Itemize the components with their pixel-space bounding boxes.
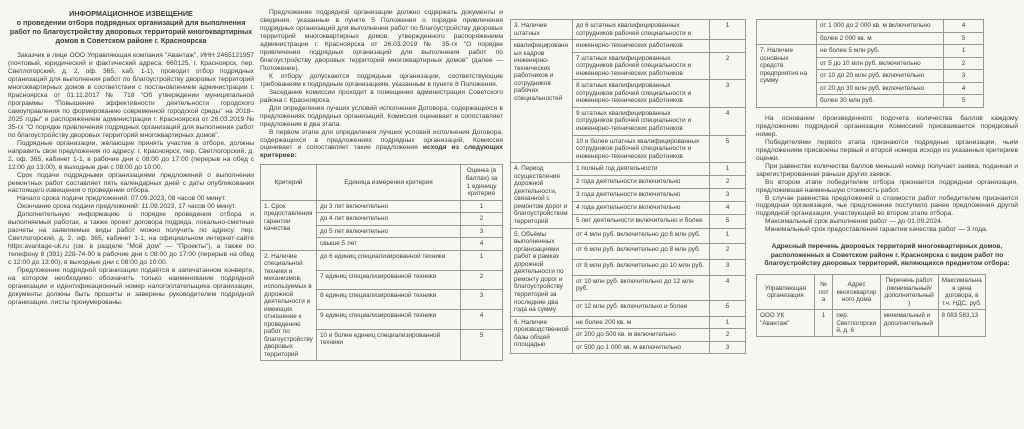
- score-cell: 2: [461, 213, 503, 226]
- paragraph: Максимальный срок выполнения работ — до 01.09.2024.: [765, 218, 943, 226]
- unit-cell: до 3 лет включительно: [317, 200, 461, 213]
- paragraph: Начало срока подачи предложений: 07.09.2023, 08 часов 00 минут.: [17, 195, 226, 203]
- unit-cell: 8 единиц специализированной техники: [317, 290, 461, 310]
- unit-cell: от 10 до 20 млн руб. включительно: [817, 70, 944, 83]
- table-header-row: [757, 275, 986, 310]
- score-cell: 3: [944, 70, 984, 83]
- score-cell: 2: [461, 270, 503, 290]
- score-cell: 3: [461, 290, 503, 310]
- unit-cell: не более 200 кв. м: [573, 316, 710, 329]
- header-criterion: Критерий: [261, 165, 317, 200]
- criterion-cell: квалифицированных кадров инженерно-технических работников и сотрудников рабочих специальностей: [511, 40, 573, 163]
- paragraph: Подрядные организации, желающие принять участие в отборе, должны направить свои предложения по адресу: г. Красноярск, пер. Светлогорский, д. 2, оф. 365, кабинет 1-1, в рабочие дни с 08:00 до 17:00 (перерыв на обед с 12:00 до 13:00), в выходные дни с 08:00 до 10:00.: [8, 139, 254, 171]
- header-score: Оценка (в баллах) за 1 единицу критерия: [461, 165, 503, 200]
- unit-cell: 8 штатных квалифицированных сотрудников рабочей специальности и инженерно-технических работников: [573, 80, 710, 108]
- table-row: [511, 40, 746, 53]
- unit-cell: не более 5 млн руб.: [817, 45, 944, 58]
- criteria-table-part1: [260, 164, 503, 361]
- address-cell: пер. Светлогорский, д. 6: [833, 310, 880, 337]
- score-cell: 3: [710, 259, 746, 275]
- table-header-row: [261, 165, 503, 200]
- paragraph: Победителями первого этапа признаются подрядные организации, чьим предложениям присвоены первый и второй номера исходя из указанных критериев оценки.: [756, 138, 1018, 162]
- unit-cell: свыше 5 лет: [317, 238, 461, 251]
- criterion-cell: 2. Наличие специальной техники и механизмов, используемых в дорожной деятельности и имеющих отношение к проведению работ по благоустройству дворовых территорий: [261, 250, 317, 361]
- paragraph: Дополнительную информацию о порядке проведения отбора и выполняемых работах, а также проект договора подряда, локально-сметные расчеты на заявляемые виды работ можно получить по адресу: пер. Светлогорский, д. 2, оф. 365, кабинет 1-1, на официальном интернет-сайте https:avantage-uk.ru (см. в разделе "Мой дом" — "Проекты"), а также по телефону 8 (391) 228-74-90 в рабочие дни с 08:00 до 17:00 (перерыв на обед с 12:00 до 13:00), в выходные дни с 08:00 до 10:00.: [8, 211, 254, 267]
- closing-text: [756, 115, 1018, 235]
- unit-cell: 7 единиц специализированной техники: [317, 270, 461, 290]
- score-cell: 4: [944, 82, 984, 95]
- unit-cell: инженерно-технических работников: [573, 40, 710, 53]
- header-works-list: Перечень работ (минимальный/ дополнительный): [880, 275, 938, 310]
- table-row: [261, 200, 503, 213]
- score-cell: 4: [461, 310, 503, 330]
- column-4: [756, 9, 1018, 337]
- score-cell: 4: [461, 238, 503, 251]
- unit-cell: 3 года деятельности включительно: [573, 189, 710, 202]
- score-cell: 5: [710, 300, 746, 316]
- paragraph: Срок подачи подрядными организациями предложений о выполнении ремонтных работ составляет пять календарных дней с даты опубликования настоящего извещения о проведении отбора.: [8, 171, 254, 195]
- max-price-cell: 8 083 583,13: [938, 310, 985, 337]
- unit-cell: до 4 лет включительно: [317, 213, 461, 226]
- criterion-cell: 7. Наличие основных средств предприятия на сумму: [757, 45, 817, 108]
- unit-cell: от 10 млн руб. включительно до 12 млн руб.: [573, 275, 710, 300]
- paragraph: Предложение подрядной организации должно содержать документы и сведения, указанные в пункте 5 Положения о порядке привлечения подрядных организаций для выполнения работ по благоустройству дворовых территорий многоквартирных домов, утвержденного распоряжением администрации г. Красноярска от 26.03.2019 № 35-гх "О порядке привлечения подрядных организаций для выполнения работ по благоустройству дворовых территорий многоквартирных домов" (далее — Положение).: [260, 9, 503, 72]
- score-cell: 5: [944, 95, 984, 108]
- address-table: [756, 274, 986, 337]
- header-lot-number: № лота: [814, 275, 833, 310]
- score-cell: 1: [710, 20, 746, 40]
- score-cell: 2: [710, 176, 746, 189]
- table-row: [511, 20, 746, 40]
- unit-cell: от 200 до 500 кв. м включительно: [573, 329, 710, 342]
- score-cell: 1: [710, 163, 746, 176]
- column-1: [8, 9, 254, 307]
- unit-cell: от 1 000 до 2 000 кв. м включительно: [817, 20, 944, 33]
- unit-cell: от 20 до 30 млн руб. включительно: [817, 82, 944, 95]
- unit-cell: от 500 до 1 000 кв. м включительно: [573, 341, 710, 354]
- paragraph: Для определения лучших условий исполнения Договора, содержащихся в предложениях подрядных организаций, Комиссия оценивает и сопоставляет предложения в два этапа.: [260, 104, 503, 128]
- paragraph: В случае равенства предложений о стоимости работ победителем признается подрядная организация, чье предложение поступило ранее предложения другой подрядной организации, участвующей во втором этапе отбора.: [756, 194, 1018, 218]
- header-unit: Единица измерения критерия: [317, 165, 461, 200]
- unit-cell: 5 лет деятельности включительно и более: [573, 215, 710, 228]
- score-cell: 5: [710, 135, 746, 163]
- header-address: Адрес многоквартирного дома: [833, 275, 880, 310]
- unit-cell: 4 года деятельности включительно: [573, 202, 710, 215]
- score-cell: 3: [710, 189, 746, 202]
- score-cell: 3: [461, 225, 503, 238]
- criterion-cell: 6. Наличие производственной базы общей площадью: [511, 316, 573, 354]
- unit-cell: более 2 000 кв. м: [817, 32, 944, 45]
- unit-cell: 1 полный год деятельности: [573, 163, 710, 176]
- score-cell: 2: [710, 329, 746, 342]
- score-cell: 5: [461, 329, 503, 361]
- doc-subtitle: о проведении отбора подрядных организаций для выполнения работ по благоустройству дворовых территорий многоквартирных домов в Советском районе г. Красноярска: [9, 18, 253, 45]
- paragraph: Заседание комиссии проходит в помещении администрации Советского района г. Красноярска.: [260, 88, 503, 104]
- paragraph: Предложение подрядной организации подаётся в запечатанном конверте, на котором необходимо обозначить только наименование подрядной организации и идентификационный номер налогоплательщика организации, документы должны быть прошиты и заверены руководителем подрядной организации, листы пронумерованы.: [8, 267, 254, 307]
- score-cell: 5: [944, 32, 984, 45]
- unit-cell: 10 и более единиц специализированной техники: [317, 329, 461, 361]
- unit-cell: до 5 лет включительно: [317, 225, 461, 238]
- score-cell: 1: [710, 316, 746, 329]
- score-cell: 2: [944, 57, 984, 70]
- score-cell: 4: [944, 20, 984, 33]
- score-cell: [710, 40, 746, 53]
- managing-org-cell: ООО УК "Авантаж": [757, 310, 815, 337]
- column-3: [510, 9, 746, 354]
- paragraph: Окончание срока подачи предложений: 11.09.2023, 17 часов 00 минут.: [17, 203, 237, 211]
- unit-cell: 2 года деятельности включительно: [573, 176, 710, 189]
- header-managing-org: Управляющая организация: [757, 275, 815, 310]
- score-cell: 5: [710, 215, 746, 228]
- unit-cell: 7 штатных квалифицированных сотрудников рабочей специальности и инженерно-технических работников: [573, 52, 710, 80]
- paragraph: Минимальный срок предоставления гарантии качества работ — 3 года.: [765, 226, 988, 234]
- unit-cell: от 12 млн руб. включительно и более: [573, 300, 710, 316]
- paragraph: На основании произведенного подсчета количества баллов каждому предложению подрядной организации Комиссией присваивается порядковый номер.: [756, 114, 1018, 138]
- unit-cell: от 6 млн руб. включительно до 8 млн руб.: [573, 244, 710, 260]
- criterion-cell: 3. Наличие штатных: [511, 20, 573, 40]
- unit-cell: до 6 штатных квалифицированных сотрудников рабочей специальности и: [573, 20, 710, 40]
- paragraph-emphasis: исходя из следующих критериев:: [260, 144, 504, 160]
- score-cell: 4: [710, 107, 746, 135]
- criterion-cell: 4. Период осуществления дорожной деятельности, связанной с ремонтом дорог и благоустройством территорий: [511, 163, 573, 228]
- table-row: [757, 20, 984, 33]
- table-row: [261, 250, 503, 270]
- score-cell: 1: [461, 250, 503, 270]
- table-row: [511, 228, 746, 244]
- score-cell: 2: [710, 244, 746, 260]
- score-cell: 1: [944, 45, 984, 58]
- score-cell: 3: [710, 341, 746, 354]
- unit-cell: 9 штатных квалифицированных сотрудников рабочей специальности и инженерно-технических работников: [573, 107, 710, 135]
- paragraph: [260, 129, 503, 161]
- unit-cell: 10 и более штатных квалифицированных сотрудников рабочей специальности и инженерно-технических работников: [573, 135, 710, 163]
- score-cell: 1: [461, 200, 503, 213]
- table-row: [757, 310, 986, 337]
- table-row: [757, 45, 984, 58]
- paragraph: При равенстве количества баллов меньший номер получает заявка, поданная и зарегистрированная раньше других заявок.: [756, 162, 1018, 178]
- address-list-heading: Адресный перечень дворовых территорий многоквартирных домов, расположенных в Советском районе г. Красноярска с видом работ по благоустройству дворовых территорий, являющихся предметом отбора:: [764, 243, 1010, 268]
- table-row: [511, 316, 746, 329]
- lot-number-cell: 1: [814, 310, 833, 337]
- unit-cell: до 6 единиц специализированной техники: [317, 250, 461, 270]
- criterion-cell: 5. Объёмы выполненных организациями работ в рамках дорожной деятельности по ремонту дорог и благоустройству территорий за последние два года на сумму: [511, 228, 573, 316]
- unit-cell: от 8 млн руб. включительно до 10 млн руб.: [573, 259, 710, 275]
- unit-cell: от 5 до 10 млн руб. включительно: [817, 57, 944, 70]
- score-cell: 1: [710, 228, 746, 244]
- paragraph-text: В первом этапе для определения лучших условий исполнения Договора, содержащихся в предложениях подрядных организаций, Комиссия оценивает и сопоставляет такие предложения: [260, 128, 503, 152]
- paragraph: Заказчик в лице ООО Управляющая компания "Авантаж", ИНН 2465121957 (почтовый, юридический и фактический адреса: 660125, г. Красноярск, пер. Светлогорский, д. 2, оф. 365, каб. 1-1), проводит отбор подрядных организаций для выполнения работ по благоустройству дворовых территорий многоквартирных домов в соответствии с постановлением администрации г. Красноярска от 01.11.2017 № 718 "Об утверждении муниципальной программы "Повышение эффективности деятельности городского самоуправления по формированию современной городской среды" на 2018–2025 годы" и распоряжением администрации г. Красноярска от 26.03.2019 № 35-гх "О порядке привлечения подрядных организаций для выполнения работ по благоустройству дворовых территорий многоквартирных домов".: [8, 52, 254, 139]
- works-list-cell: минимальный и дополнительный: [880, 310, 938, 337]
- score-cell: 2: [710, 52, 746, 80]
- score-cell: 4: [710, 275, 746, 300]
- unit-cell: от 4 млн руб. включительно до 6 млн руб.: [573, 228, 710, 244]
- criteria-table-part2: [510, 19, 746, 354]
- criteria-table-part3: [756, 19, 984, 108]
- table-row: [511, 163, 746, 176]
- paragraph: К отбору допускаются подрядные организации, соответствующие требованиям к подрядным организациям, указанным в пункте 8 Положения.: [260, 72, 503, 88]
- paragraph: Во втором этапе победителем отбора признается подрядная организация, предложившая наименьшую стоимость работ.: [756, 178, 1018, 194]
- score-cell: 4: [710, 202, 746, 215]
- unit-cell: 9 единиц специализированной техники: [317, 310, 461, 330]
- doc-title: ИНФОРМАЦИОННОЕ ИЗВЕЩЕНИЕ: [69, 9, 193, 18]
- column-2: [260, 9, 503, 361]
- header-max-price: Максимальная цена договора, в т.ч. НДС, руб.: [938, 275, 985, 310]
- criterion-cell: [757, 20, 817, 45]
- criterion-cell: 1. Срок предоставления гарантии качества: [261, 200, 317, 250]
- score-cell: 3: [710, 80, 746, 108]
- unit-cell: более 30 млн руб.: [817, 95, 944, 108]
